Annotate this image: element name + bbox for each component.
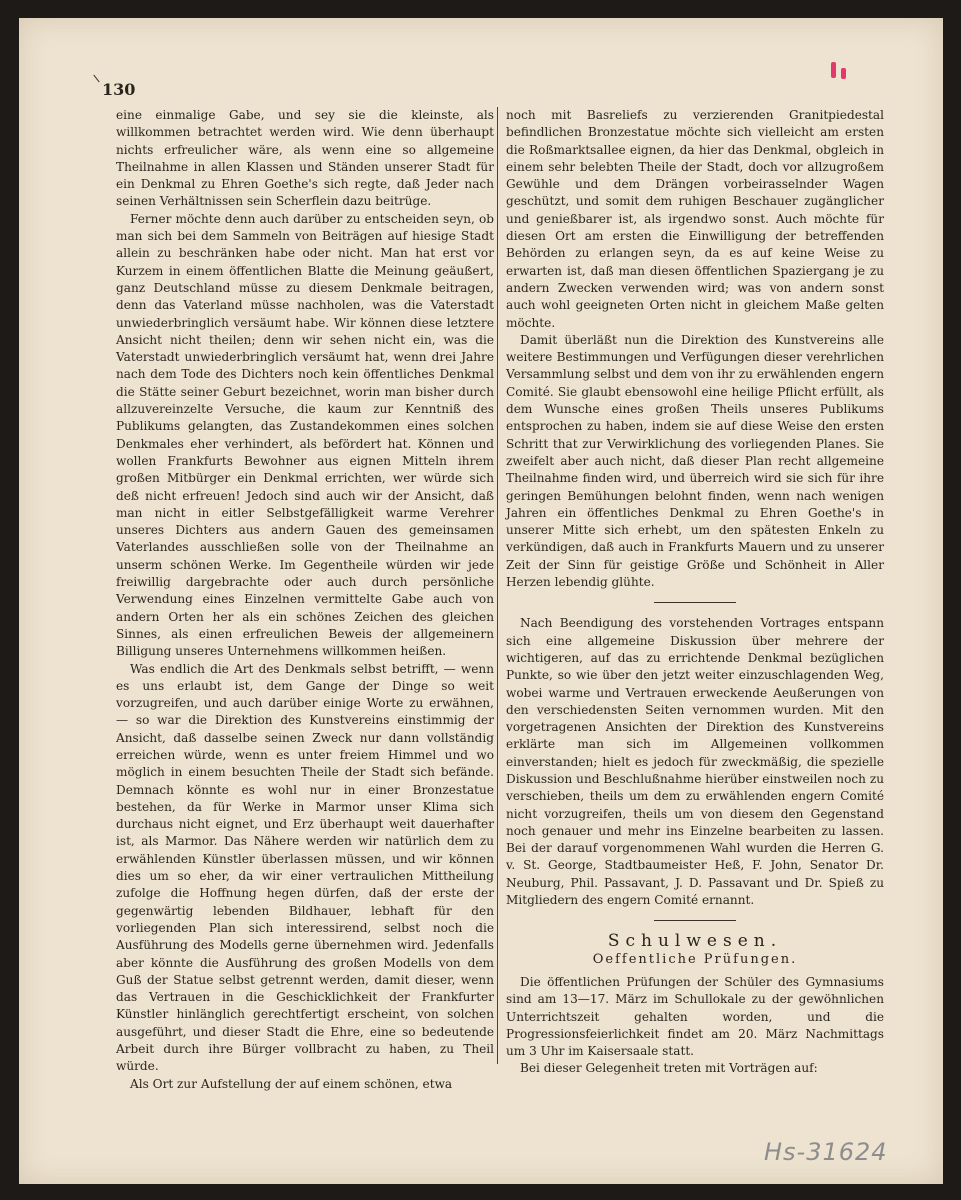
archive-signature: Hs-31624 [764, 1138, 888, 1166]
paragraph: Damit überläßt nun die Direktion des Kunstvereins alle weitere Bestimmungen und Verfügungen dieser verehrlichen Versammlung selbst und dem von ihr zu erwählenden engern Comité. Sie glaubt ebensowohl eine heilige Pflicht erfüllt, als dem Wunsche eines großen Theils unseres Publikums entsprochen zu haben, indem sie auf diese Weise den ersten Schritt that zur Verwirklichung des vorliegenden Planes. Sie zweifelt aber auch nicht, daß dieser Plan recht allgemeine Theilnahme finden wird, und überreich wird sie sich für ihre geringen Bemühungen belohnt finden, wenn nach wenigen Jahren ein öffentliches Denkmal zu Ehren Goethe's in unserer Mitte sich erhebt, um den spätesten Enkeln zu verkündigen, daß auch in Frankfurts Mauern und zu unserer Zeit der Sinn für geistige Größe und Schönheit in Aller Herzen lebendig glühte. [506, 332, 884, 590]
section-title: Schulwesen. [607, 931, 783, 952]
paragraph: Als Ort zur Aufstellung der auf einem schönen, etwa [130, 1076, 453, 1091]
section-subtitle: Oeffentliche Prüfungen. [592, 951, 798, 967]
red-ink-mark [829, 60, 857, 82]
right-column [506, 107, 884, 1078]
paragraph: eine einmalige Gabe, und sey sie die kleinste, als willkommen betrachtet werden wird. Wie denn überhaupt nichts erfreulicher wäre, als wenn eine so allgemeine Theilnahme in allen Klassen und Ständen unserer Stadt für ein Denkmal zu Ehren Goethe's sich regte, daß Jeder nach seinen Verhältnissen sein Scherflein dazu beitrüge. [116, 108, 494, 209]
paragraph: Ferner möchte denn auch darüber zu entscheiden seyn, ob man sich bei dem Sammeln von Beiträgen auf hiesige Stadt allein zu beschränken habe oder nicht. Man hat erst vor Kurzem in einem öffentlichen Blatte die Meinung geäußert, ganz Deutschland müsse zu diesem Denkmale beitragen, denn das Vaterland müsse nachholen, was die Vaterstadt unwiederbringlich versäumt habe. Wir können diese letztere Ansicht nicht theilen; denn wir sehen nicht ein, was die Vaterstadt unwiederbringlich versäumt hat, wenn drei Jahre nach dem Tode des Dichters noch kein öffentliches Denkmal die Stätte seiner Geburt bezeichnet, worin man bisher durch allzuvereinzelte Versuche, die kaum zur Kenntniß des Publikums gelangten, das Zustandekommen eines solchen Denkmales eher verhindert, als befördert hat. Können und wollen Frankfurts Bewohner aus eignen Mitteln ihrem großen Mitbürger ein Denkmal errichten, wer würde sich deß nicht erfreuen! Jedoch sind auch wir der Ansicht, daß man nicht in eitler Selbstgefälligkeit warme Verehrer unseres Dichters aus andern Gauen des gemeinsamen Vaterlandes ausschließen solle von der Theilnahme an unserm schönen Werke. Im Gegentheile würden wir jede freiwillig dargebrachte oder auch durch persönliche Verwendung eines Einzelnen vermittelte Gabe auch von andern Orten her als ein schönes Zeichen des gleichen Sinnes, als einen erfreulichen Beweis der allgemeinern Billigung unseres Unternehmens willkommen heißen. [116, 211, 494, 659]
paragraph: Die öffentlichen Prüfungen der Schüler des Gymnasiums sind am 13—17. März im Schullokale zu der gewöhnlichen Unterrichtszeit gehalten worden, und die Progressionsfeierlichkeit findet am 20. März Nachmittags um 3 Uhr im Kaisersaale statt. [506, 974, 884, 1059]
page-number: 130 [102, 80, 136, 99]
column-divider [497, 107, 498, 1064]
left-column [116, 107, 494, 1093]
paragraph: Was endlich die Art des Denkmals selbst betrifft, — wenn es uns erlaubt ist, dem Gange der Dinge so weit vorzugreifen, und auch darüber einige Worte zu erwähnen, — so war die Direktion des Kunstvereins einstimmig der Ansicht, daß dasselbe seinen Zweck nur dann vollständig erreichen würde, wenn es unter freiem Himmel und wo möglich in einem besuchten Theile der Stadt sich befände. Demnach könnte es wohl nur in einer Bronzestatue bestehen, da für Werke in Marmor unser Klima sich durchaus nicht eignet, und Erz überhaupt weit dauerhafter ist, als Marmor. Das Nähere werden wir natürlich dem zu erwählenden Künstler überlassen müssen, und wir können dies um so eher, da wir einer vertraulichen Mittheilung zufolge die Hoffnung hegen dürfen, daß der erste der gegenwärtig lebenden Bildhauer, lebhaft für den vorliegenden Plan sich interessirend, selbst noch die Ausführung des Modells gerne übernehmen wird. Jedenfalls aber könnte die Ausführung des großen Modells von dem Guß der Statue selbst getrennt werden, damit dieser, wenn das Vertrauen in die Geschicklichkeit der Frankfurter Künstler hinlänglich gerechtfertigt erscheint, von solchen ausgeführt, und dieser Stadt die Ehre, eine so bedeutende Arbeit durch ihre Bürger vollbracht zu haben, zu Theil würde. [116, 661, 494, 1074]
paragraph: Nach Beendigung des vorstehenden Vortrages entspann sich eine allgemeine Diskussion über mehrere der wichtigeren, auf das zu errichtende Denkmal bezüglichen Punkte, so wie über den jetzt weiter einzuschlagenden Weg, wobei warme und Vertrauen erweckende Aeußerungen von den verschiedensten Seiten vernommen wurden. Mit den vorgetragenen Ansichten der Direktion des Kunstvereins erklärte man sich im Allgemeinen vollkommen einverstanden; hielt es jedoch für zweckmäßig, die spezielle Diskussion und Beschlußnahme hierüber einstweilen noch zu verschieben, theils um dem zu erwählenden engern Comité nicht vorzugreifen, theils um von diesem den Gegenstand noch genauer und mehr ins Einzelne bearbeiten zu lassen. Bei der darauf vorgenommenen Wahl wurden die Herren G. v. St. George, Stadtbaumeister Heß, F. John, Senator Dr. Neuburg, Phil. Passavant, J. D. Passavant und Dr. Spieß zu Mitgliedern des engern Comité ernannt. [506, 616, 884, 908]
section-rule [654, 602, 736, 603]
paragraph: noch mit Basreliefs zu verzierenden Granitpiedestal befindlichen Bronzestatue möchte sich vielleicht am ersten die Roßmarktsallee eignen, da hier das Denkmal, obgleich in einem sehr belebten Theile der Stadt, doch vor allzugroßem Gewühle und dem Drängen vorbeirasselnder Wagen geschützt, und somit dem ruhigen Beschauer zugänglicher und genießbarer ist, als irgendwo sonst. Auch möchte für diesen Ort am ersten die Einwilligung der betreffenden Behörden zu erlangen seyn, da es auf keine Weise zu erwarten ist, daß man diesen öffentlichen Spaziergang je zu andern Zwecken verwenden wird; was von andern sonst auch wohl geeigneten Orten nicht in gleichem Maße gelten möchte. [506, 108, 884, 330]
paragraph: Bei dieser Gelegenheit treten mit Vorträgen auf: [520, 1061, 818, 1076]
section-rule [654, 920, 736, 921]
